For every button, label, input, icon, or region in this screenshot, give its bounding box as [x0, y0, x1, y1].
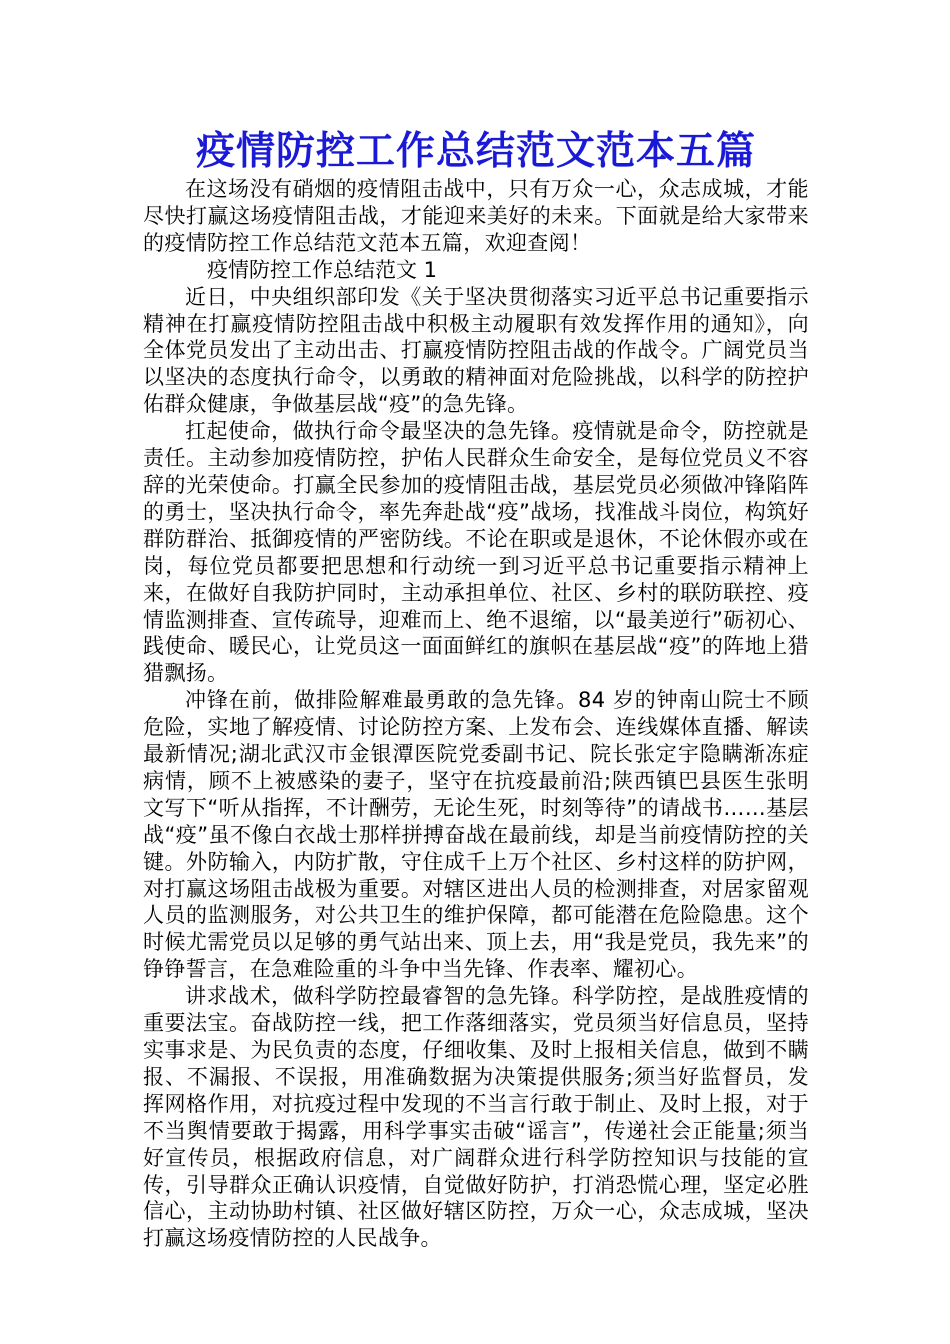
document-title: 疫情防控工作总结范文范本五篇	[195, 128, 756, 174]
body-paragraph: 近日，中央组织部印发《关于坚决贯彻落实习近平总书记重要指示精神在打赢疫情防控阻击战中积极主动履职有效发挥作用的通知》，向全体党员发出了主动出击、打赢疫情防控阻击战的作战令。广阔党员当以坚决的态度执行命令，以勇敢的精神面对危险挑战，以科学的防控护佑群众健康，争做基层战“疫”的急先锋。	[143, 284, 809, 417]
body-paragraph: 扛起使命，做执行命令最坚决的急先锋。疫情就是命令，防控就是责任。主动参加疫情防控，护佑人民群众生命安全，是每位党员义不容辞的光荣使命。打赢全民参加的疫情阻击战，基层党员必须做冲锋陷阵的勇士，坚决执行命令，率先奔赴战“疫”战场，找准战斗岗位，构筑好群防群治、抵御疫情的严密防线。不论在职或是退休，不论休假亦或在岗，每位党员都要把思想和行动统一到习近平总书记重要指示精神上来，在做好自我防护同时，主动承担单位、社区、乡村的联防联控、疫情监测排查、宣传疏导，迎难而上、绝不退缩，以“最美逆行”砺初心、践使命、暖民心，让党员这一面面鲜红的旗帜在基层战“疫”的阵地上猎猎飘扬。	[143, 419, 809, 686]
document-page	[143, 126, 809, 1252]
section-heading: 疫情防控工作总结范文 1	[207, 257, 438, 282]
intro-paragraph: 在这场没有硝烟的疫情阻击战中，只有万众一心，众志成城，才能尽快打赢这场疫情阻击战，才能迎来美好的未来。下面就是给大家带来的疫情防控工作总结范文范本五篇，欢迎查阅！	[143, 177, 809, 255]
body-paragraph: 讲求战术，做科学防控最睿智的急先锋。科学防控，是战胜疫情的重要法宝。奋战防控一线，把工作落细落实，党员须当好信息员，坚持实事求是、为民负责的态度，仔细收集、及时上报相关信息，做到不瞒报、不漏报、不误报，用准确数据为决策提供服务;须当好监督员，发挥网格作用，对抗疫过程中发现的不当言行敢于制止、及时上报，对于不当舆情要敢于揭露，用科学事实击破“谣言”，传递社会正能量;须当好宣传员，根据政府信息，对广阔群众进行科学防控知识与技能的宣传，引导群众正确认识疫情，自觉做好防护，打消恐慌心理，坚定必胜信心，主动协助村镇、社区做好辖区防控，万众一心，众志成城，坚决打赢这场疫情防控的人民战争。	[143, 984, 809, 1251]
body-paragraph: 冲锋在前，做排险解难最勇敢的急先锋。84 岁的钟南山院士不顾危险，实地了解疫情、讨论防控方案、上发布会、连线媒体直播、解读最新情况;湖北武汉市金银潭医院党委副书记、院长张定宇隐瞒渐冻症病情，顾不上被感染的妻子，坚守在抗疫最前沿;陕西镇巴县医生张明文写下“听从指挥，不计酬劳，无论生死，时刻等待”的请战书……基层战“疫”虽不像白衣战士那样拼搏奋战在最前线，却是当前疫情防控的关键。外防输入，内防扩散，守住成千上万个社区、乡村这样的防护网，对打赢这场阻击战极为重要。对辖区进出人员的检测排查，对居家留观人员的监测服务，对公共卫生的维护保障，都可能潜在危险隐患。这个时候尤需党员以足够的勇气站出来、顶上去，用“我是党员，我先来”的铮铮誓言，在急难险重的斗争中当先锋、作表率、耀初心。	[143, 688, 809, 982]
